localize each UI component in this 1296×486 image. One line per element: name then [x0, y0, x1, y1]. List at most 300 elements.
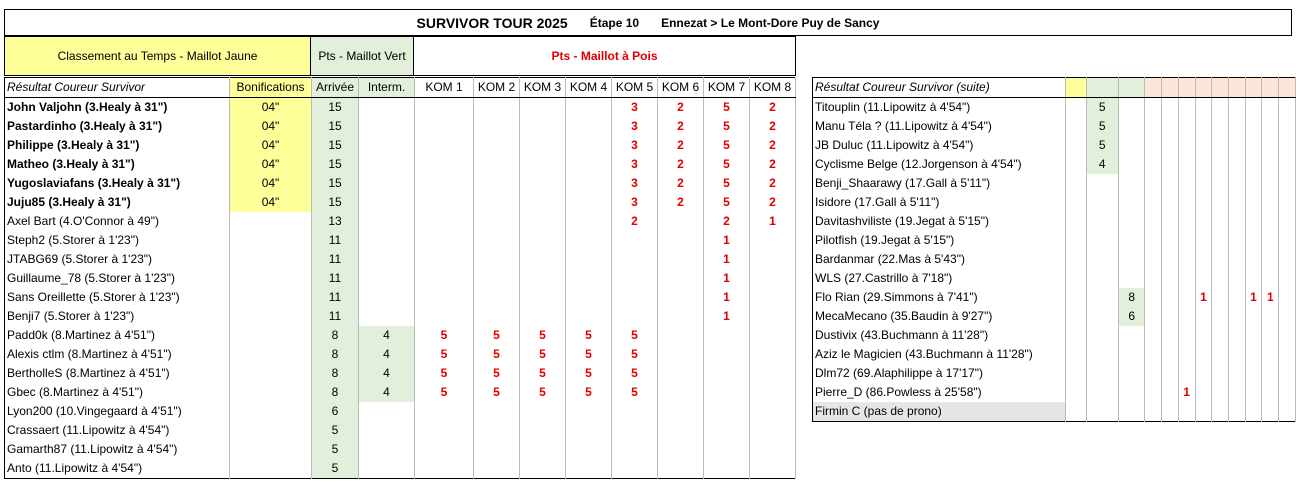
table-row	[813, 402, 1296, 422]
bonus-cell	[230, 250, 312, 269]
kom-points: 3	[612, 98, 658, 118]
kom-points	[658, 345, 704, 364]
finish-points: 13	[312, 212, 359, 231]
kom-points	[1279, 98, 1296, 118]
kom-points: 1	[1245, 288, 1262, 307]
finish-points: 5	[312, 459, 359, 479]
kom-points	[1279, 307, 1296, 326]
kom-points	[566, 421, 612, 440]
kom-points	[1245, 269, 1262, 288]
rider-name: Juju85 (3.Healy à 31")	[5, 193, 230, 212]
kom-points	[1178, 98, 1195, 118]
rider-name: MecaMecano (35.Baudin à 9'27")	[813, 307, 1066, 326]
kom-points: 5	[704, 136, 750, 155]
kom-points	[1228, 117, 1245, 136]
kom-points	[1145, 364, 1162, 383]
kom-points	[415, 193, 474, 212]
finish-points: 5	[1086, 117, 1118, 136]
kom-points	[520, 440, 566, 459]
intermediate-points	[359, 440, 415, 459]
kom-points	[1212, 98, 1229, 118]
kom-points	[1228, 383, 1245, 402]
kom-points	[1279, 402, 1296, 422]
bonus-cell	[1066, 193, 1087, 212]
intermediate-points	[1118, 250, 1145, 269]
title-bar	[4, 9, 1292, 36]
kom-points	[1262, 345, 1279, 364]
intermediate-points: 6	[1118, 307, 1145, 326]
kom-points	[704, 326, 750, 345]
kom-points	[566, 269, 612, 288]
finish-points	[1086, 231, 1118, 250]
kom-points	[1145, 383, 1162, 402]
kom-points	[750, 383, 796, 402]
intermediate-points	[359, 288, 415, 307]
kom-points: 2	[704, 212, 750, 231]
kom-points	[1279, 364, 1296, 383]
kom-points	[1279, 155, 1296, 174]
finish-points	[1086, 307, 1118, 326]
bonus-cell	[230, 421, 312, 440]
intermediate-points	[359, 117, 415, 136]
kom-points: 5	[566, 364, 612, 383]
table-row	[813, 250, 1296, 269]
bonus-cell	[230, 326, 312, 345]
kom-points	[750, 269, 796, 288]
right-kom-header	[1178, 78, 1195, 98]
kom-points	[1228, 193, 1245, 212]
kom-points	[415, 174, 474, 193]
table-row	[5, 98, 796, 118]
kom-points	[415, 402, 474, 421]
kom-points	[1245, 364, 1262, 383]
kom-points	[750, 421, 796, 440]
kom-points	[1162, 326, 1179, 345]
kom-points	[704, 383, 750, 402]
kom-points: 3	[612, 136, 658, 155]
finish-points: 5	[312, 440, 359, 459]
kom-points: 5	[415, 326, 474, 345]
kom-points	[1145, 174, 1162, 193]
finish-points	[1086, 269, 1118, 288]
table-row	[813, 174, 1296, 193]
rider-name: Manu Téla ? (11.Lipowitz à 4'54")	[813, 117, 1066, 136]
intermediate-points	[359, 136, 415, 155]
kom-points	[415, 212, 474, 231]
right-intermediate-header	[1118, 78, 1145, 98]
kom-points	[1279, 269, 1296, 288]
kom-points	[704, 459, 750, 479]
kom-points	[474, 212, 520, 231]
kom-points	[474, 250, 520, 269]
kom-points	[1162, 364, 1179, 383]
kom-points	[1162, 345, 1179, 364]
kom-points	[1228, 174, 1245, 193]
kom-points: 1	[750, 212, 796, 231]
kom-points	[1195, 155, 1212, 174]
kom-points	[1212, 117, 1229, 136]
kom-points	[474, 155, 520, 174]
kom-points	[658, 364, 704, 383]
kom-points	[1162, 269, 1179, 288]
kom-points	[1145, 288, 1162, 307]
kom-points	[1145, 402, 1162, 422]
kom-points	[1262, 307, 1279, 326]
kom-points	[1178, 136, 1195, 155]
kom-points: 2	[658, 98, 704, 118]
kom-points	[1212, 193, 1229, 212]
kom-points	[1178, 155, 1195, 174]
kom-points	[1162, 288, 1179, 307]
kom-points	[1279, 288, 1296, 307]
kom-points	[1195, 212, 1212, 231]
table-row	[813, 155, 1296, 174]
rider-name: Benji7 (5.Storer à 1'23")	[5, 307, 230, 326]
column-header: Bonifications	[230, 78, 312, 98]
intermediate-points	[359, 307, 415, 326]
kom-points	[658, 307, 704, 326]
right-kom-header	[1262, 78, 1279, 98]
kom-points	[1262, 193, 1279, 212]
kom-points	[1262, 269, 1279, 288]
table-row	[5, 250, 796, 269]
kom-points	[566, 231, 612, 250]
bonus-cell	[1066, 402, 1087, 422]
kom-points	[704, 421, 750, 440]
kom-points	[566, 193, 612, 212]
bonus-cell	[230, 440, 312, 459]
kom-points	[415, 250, 474, 269]
kom-points: 2	[750, 174, 796, 193]
right-kom-header	[1145, 78, 1162, 98]
bonus-cell	[1066, 326, 1087, 345]
table-row	[813, 307, 1296, 326]
intermediate-points	[1118, 364, 1145, 383]
kom-points	[1279, 326, 1296, 345]
kom-points: 2	[750, 98, 796, 118]
kom-points	[520, 136, 566, 155]
kom-points	[1145, 117, 1162, 136]
kom-points	[520, 288, 566, 307]
kom-points: 2	[658, 117, 704, 136]
kom-points	[1178, 345, 1195, 364]
kom-points	[1162, 250, 1179, 269]
kom-points	[1228, 345, 1245, 364]
kom-points	[1245, 117, 1262, 136]
finish-points: 15	[312, 117, 359, 136]
kom-points	[658, 383, 704, 402]
kom-points	[1212, 402, 1229, 422]
column-header: KOM 8	[750, 78, 796, 98]
kom-points	[415, 269, 474, 288]
kom-points: 1	[704, 231, 750, 250]
kom-points	[1228, 98, 1245, 118]
bonus-cell	[230, 269, 312, 288]
kom-points	[1195, 250, 1212, 269]
kom-points	[1162, 231, 1179, 250]
kom-points	[520, 307, 566, 326]
kom-points: 2	[658, 136, 704, 155]
kom-points: 2	[750, 117, 796, 136]
kom-points	[1228, 307, 1245, 326]
kom-points	[658, 288, 704, 307]
kom-points: 5	[520, 345, 566, 364]
bonus-cell	[230, 288, 312, 307]
kom-points	[1212, 288, 1229, 307]
kom-points: 1	[704, 288, 750, 307]
kom-points	[1245, 250, 1262, 269]
kom-points: 2	[658, 174, 704, 193]
kom-points	[1279, 231, 1296, 250]
right-kom-header	[1228, 78, 1245, 98]
bonus-cell	[230, 231, 312, 250]
bonus-cell	[1066, 174, 1087, 193]
kom-points	[1212, 345, 1229, 364]
left-results-table	[4, 77, 796, 479]
finish-points: 15	[312, 193, 359, 212]
kom-points	[1162, 212, 1179, 231]
table-row	[5, 136, 796, 155]
right-kom-header	[1245, 78, 1262, 98]
bonus-cell: 04"	[230, 155, 312, 174]
kom-points	[1245, 98, 1262, 118]
kom-points	[1262, 174, 1279, 193]
finish-points	[1086, 250, 1118, 269]
kom-points	[1212, 174, 1229, 193]
kom-points	[1279, 212, 1296, 231]
kom-points	[415, 307, 474, 326]
kom-points	[750, 231, 796, 250]
kom-points	[1245, 402, 1262, 422]
table-row	[5, 269, 796, 288]
kom-points	[474, 288, 520, 307]
table-row	[813, 383, 1296, 402]
kom-points	[750, 440, 796, 459]
kom-points: 5	[415, 364, 474, 383]
intermediate-points	[1118, 117, 1145, 136]
finish-points	[1086, 288, 1118, 307]
kom-points	[1262, 212, 1279, 231]
intermediate-points	[1118, 212, 1145, 231]
green-jersey-header: Pts - Maillot Vert	[311, 36, 414, 76]
kom-points	[750, 326, 796, 345]
intermediate-points	[1118, 383, 1145, 402]
table-row	[813, 212, 1296, 231]
table-row	[5, 440, 796, 459]
intermediate-points	[359, 421, 415, 440]
right-bonus-header	[1066, 78, 1087, 98]
kom-points	[566, 98, 612, 118]
kom-points	[566, 174, 612, 193]
kom-points	[750, 250, 796, 269]
kom-points	[1145, 136, 1162, 155]
rider-name: Matheo (3.Healy à 31")	[5, 155, 230, 174]
kom-points	[1195, 136, 1212, 155]
kom-points	[1195, 231, 1212, 250]
bonus-cell	[230, 345, 312, 364]
kom-points	[474, 174, 520, 193]
finish-points: 8	[312, 326, 359, 345]
column-header: KOM 2	[474, 78, 520, 98]
kom-points	[1195, 98, 1212, 118]
rider-name: Padd0k (8.Martinez à 4'51")	[5, 326, 230, 345]
kom-points	[1279, 383, 1296, 402]
kom-points	[1228, 326, 1245, 345]
kom-points	[1212, 383, 1229, 402]
kom-points: 1	[704, 250, 750, 269]
kom-points	[1245, 174, 1262, 193]
kom-points	[1262, 117, 1279, 136]
kom-points	[612, 288, 658, 307]
kom-points	[1245, 383, 1262, 402]
right-kom-header	[1212, 78, 1229, 98]
kom-points	[566, 136, 612, 155]
kom-points	[474, 98, 520, 118]
table-row	[5, 364, 796, 383]
column-header: KOM 3	[520, 78, 566, 98]
kom-points	[1245, 136, 1262, 155]
kom-points: 5	[566, 383, 612, 402]
kom-points	[612, 459, 658, 479]
rider-name: Pilotfish (19.Jegat à 5'15")	[813, 231, 1066, 250]
kom-points	[1228, 250, 1245, 269]
kom-points: 2	[658, 155, 704, 174]
kom-points	[1212, 269, 1229, 288]
kom-points	[1212, 326, 1229, 345]
kom-points	[566, 288, 612, 307]
finish-points	[1086, 212, 1118, 231]
kom-points	[750, 307, 796, 326]
column-header-row	[5, 78, 796, 98]
kom-points	[1145, 155, 1162, 174]
kom-points	[1279, 117, 1296, 136]
kom-points	[1178, 288, 1195, 307]
kom-points: 3	[612, 155, 658, 174]
table-row	[5, 174, 796, 193]
intermediate-points	[359, 269, 415, 288]
intermediate-points	[1118, 174, 1145, 193]
bonus-cell	[230, 364, 312, 383]
kom-points	[415, 136, 474, 155]
finish-points: 5	[1086, 98, 1118, 118]
kom-points	[1228, 231, 1245, 250]
rider-name: Pierre_D (86.Powless à 25'58")	[813, 383, 1066, 402]
kom-points	[612, 250, 658, 269]
kom-points	[1245, 345, 1262, 364]
kom-points	[566, 250, 612, 269]
kom-points: 5	[704, 117, 750, 136]
kom-points	[1178, 117, 1195, 136]
finish-points: 15	[312, 174, 359, 193]
right-column-header: Résultat Coureur Survivor (suite)	[813, 78, 1066, 98]
kom-points: 5	[704, 98, 750, 118]
rider-name: Lyon200 (10.Vingegaard à 4'51")	[5, 402, 230, 421]
kom-points: 5	[520, 364, 566, 383]
bonus-cell	[230, 212, 312, 231]
kom-points	[1145, 231, 1162, 250]
finish-points: 11	[312, 288, 359, 307]
right-kom-header	[1195, 78, 1212, 98]
kom-points	[415, 98, 474, 118]
kom-points	[520, 421, 566, 440]
table-row	[813, 364, 1296, 383]
kom-points	[658, 212, 704, 231]
rider-name: Crassaert (11.Lipowitz à 4'54")	[5, 421, 230, 440]
table-row	[5, 212, 796, 231]
kom-points	[415, 288, 474, 307]
table-row	[813, 98, 1296, 118]
kom-points: 5	[474, 345, 520, 364]
finish-points: 5	[1086, 136, 1118, 155]
finish-points	[1086, 345, 1118, 364]
kom-points	[1228, 364, 1245, 383]
kom-points	[566, 117, 612, 136]
finish-points	[1086, 326, 1118, 345]
kom-points	[1178, 212, 1195, 231]
bonus-cell	[230, 402, 312, 421]
kom-points	[1262, 231, 1279, 250]
kom-points: 5	[520, 326, 566, 345]
rider-name: Bardanmar (22.Mas à 5'43")	[813, 250, 1066, 269]
kom-points	[474, 269, 520, 288]
intermediate-points: 4	[359, 326, 415, 345]
kom-points: 2	[750, 136, 796, 155]
rider-name: Cyclisme Belge (12.Jorgenson à 4'54")	[813, 155, 1066, 174]
kom-points	[1262, 326, 1279, 345]
kom-points	[658, 231, 704, 250]
kom-points	[1228, 212, 1245, 231]
finish-points	[1086, 364, 1118, 383]
kom-points	[566, 155, 612, 174]
rider-name: Dlm72 (69.Alaphilippe à 17'17")	[813, 364, 1066, 383]
kom-points	[474, 421, 520, 440]
rider-name: Pastardinho (3.Healy à 31")	[5, 117, 230, 136]
yellow-jersey-header: Classement au Temps - Maillot Jaune	[4, 36, 311, 76]
kom-points: 5	[612, 326, 658, 345]
column-header: Interm.	[359, 78, 415, 98]
rider-name: JB Duluc (11.Lipowitz à 4'54")	[813, 136, 1066, 155]
finish-points: 15	[312, 98, 359, 118]
intermediate-points	[359, 174, 415, 193]
kom-points	[612, 269, 658, 288]
rider-name: Steph2 (5.Storer à 1'23")	[5, 231, 230, 250]
intermediate-points	[1118, 136, 1145, 155]
finish-points: 4	[1086, 155, 1118, 174]
rider-name: Guillaume_78 (5.Storer à 1'23")	[5, 269, 230, 288]
table-row	[5, 193, 796, 212]
kom-points	[612, 231, 658, 250]
kom-points	[704, 440, 750, 459]
kom-points	[1245, 307, 1262, 326]
kom-points	[1178, 174, 1195, 193]
table-row	[5, 402, 796, 421]
column-header: KOM 5	[612, 78, 658, 98]
kom-points	[1212, 136, 1229, 155]
kom-points	[1279, 193, 1296, 212]
table-row	[5, 288, 796, 307]
kom-points	[658, 250, 704, 269]
polka-jersey-header: Pts - Maillot à Pois	[414, 36, 796, 76]
kom-points	[1262, 402, 1279, 422]
intermediate-points	[1118, 326, 1145, 345]
kom-points	[520, 174, 566, 193]
table-row	[5, 345, 796, 364]
rider-name: Benji_Shaarawy (17.Gall à 5'11")	[813, 174, 1066, 193]
kom-points	[1162, 174, 1179, 193]
rider-name: JTABG69 (5.Storer à 1'23")	[5, 250, 230, 269]
kom-points	[612, 440, 658, 459]
column-header: KOM 7	[704, 78, 750, 98]
